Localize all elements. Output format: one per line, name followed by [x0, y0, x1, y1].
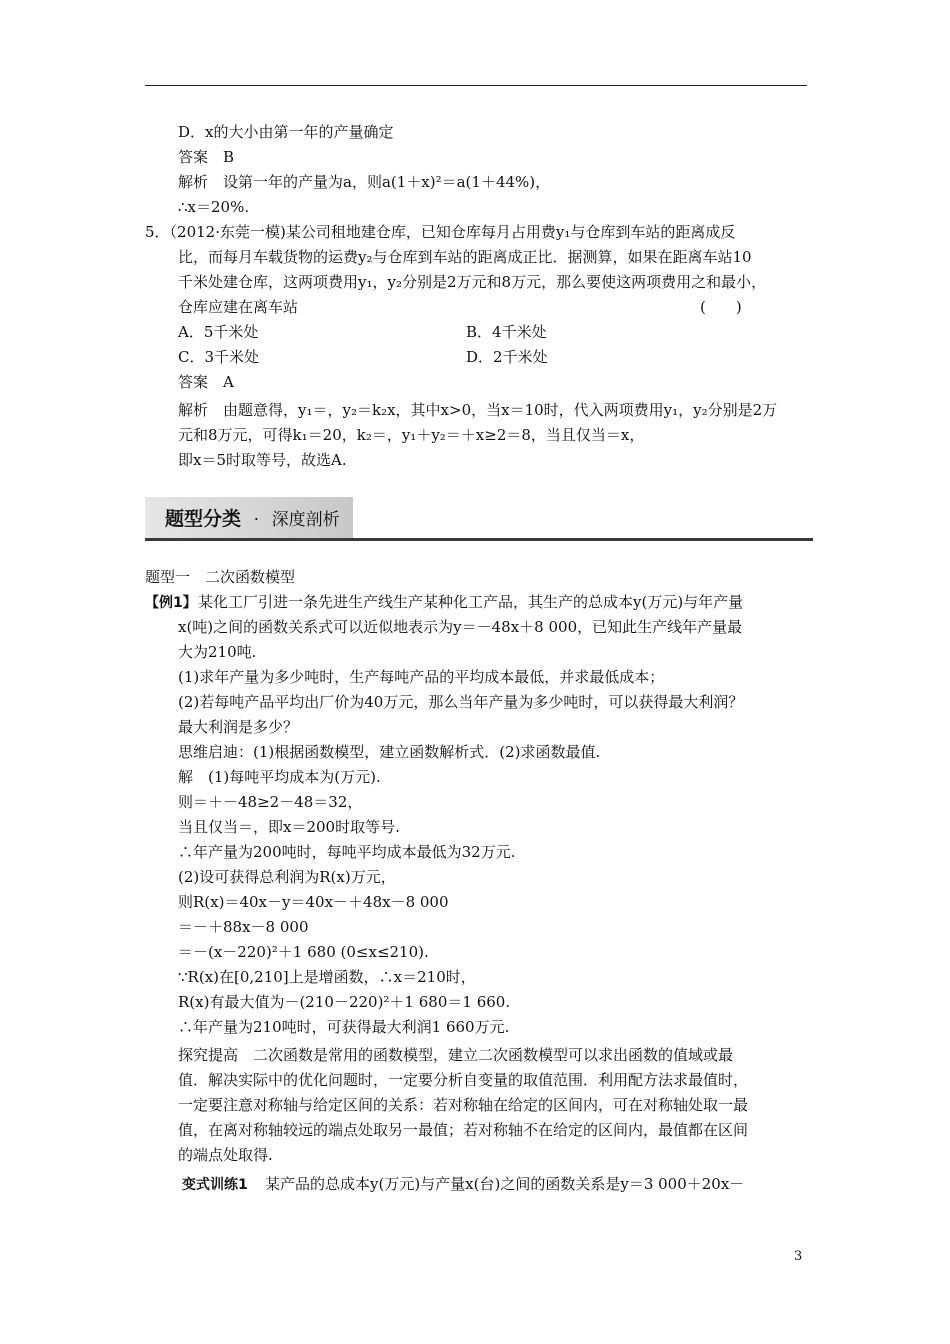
analysis-line: 解析 设第一年的产量为a，则a(1＋x)²＝a(1＋44%)，: [178, 173, 551, 191]
solution-1: 解 (1)每吨平均成本为(万元).: [178, 768, 381, 786]
q5-line-4: 仓库应建在离车站: [178, 298, 299, 316]
variant-label: [182, 1174, 248, 1195]
solution-3: 当且仅当＝，即x＝200时取等号.: [178, 818, 400, 836]
example-label-text: 【例1】: [145, 595, 197, 611]
q5-answer: 答案 A: [178, 373, 234, 391]
explore-2: 值．解决实际中的优化问题时，一定要分析自变量的取值范围．利用配方法求最值时，: [178, 1071, 749, 1089]
q5-analysis-2: 元和8万元，可得k₁＝20，k₂＝，y₁＋y₂＝＋x≥2＝8，当且仅当＝x，: [178, 426, 645, 444]
q5-analysis-3: 即x＝5时取等号，故选A.: [178, 451, 347, 469]
section-subtitle: 深度剖析: [271, 510, 340, 530]
example-question-2b: 最大利润是多少？: [178, 718, 299, 736]
explore-5: 的端点处取得.: [178, 1146, 273, 1164]
type-title: 题型一 二次函数模型: [145, 568, 296, 586]
section-header: [145, 497, 813, 541]
example-line-3: 大为210吨.: [178, 643, 257, 661]
section-title-main: 题型分类: [165, 508, 242, 530]
q5-line-2: 比，而每月车载货物的运费y₂与仓库到车站的距离成正比．据测算，如果在距离车站10: [178, 248, 752, 266]
variant-label-text: 变式训练1: [182, 1177, 248, 1193]
example-line-1: 某化工厂引进一条先进生产线生产某种化工产品，其生产的总成本y(万元)与年产量: [198, 593, 744, 611]
option-d: D．x的大小由第一年的产量确定: [178, 123, 394, 141]
example-line-2: x(吨)之间的函数关系式可以近似地表示为y＝－48x＋8 000，已知此生产线年产量最: [178, 618, 743, 636]
explore-1: 探究提高 二次函数是常用的函数模型，建立二次函数模型可以求出函数的值域或最: [178, 1046, 734, 1064]
answer-paren: ( ): [700, 298, 742, 316]
q5-option-c: C．3千米处: [178, 348, 260, 366]
explore-3: 一定要注意对称轴与给定区间的关系：若对称轴在给定的区间内，可在对称轴处取一最: [178, 1096, 749, 1114]
q5-option-a: A．5千米处: [178, 323, 259, 341]
example-label: [145, 592, 197, 613]
header-rule: [145, 85, 807, 86]
section-title-dot: ·: [253, 510, 260, 530]
solution-11: ∴年产量为210吨时，可获得最大利润1 660万元.: [178, 1018, 510, 1036]
variant-text: 某产品的总成本y(万元)与产量x(台)之间的函数关系是y＝3 000＋20x－: [265, 1175, 745, 1193]
solution-7: ＝－＋88x－8 000: [178, 918, 309, 936]
solution-5: (2)设可获得总利润为R(x)万元，: [178, 868, 396, 886]
solution-10: R(x)有最大值为－(210－220)²＋1 680＝1 660.: [178, 993, 511, 1011]
think-hint: 思维启迪：(1)根据函数模型，建立函数解析式．(2)求函数最值.: [178, 743, 601, 761]
answer-line: 答案 B: [178, 148, 235, 166]
explore-4: 值，在离对称轴较远的端点处取另一最值；若对称轴不在给定的区间内，最值都在区间: [178, 1121, 749, 1139]
q5-option-d: D．2千米处: [466, 348, 548, 366]
solution-8: ＝－(x－220)²＋1 680 (0≤x≤210).: [178, 943, 429, 961]
q5-option-b: B．4千米处: [466, 323, 547, 341]
solution-9: ∵R(x)在[0,210]上是增函数，∴x＝210时，: [178, 968, 476, 986]
solution-4: ∴年产量为200吨时，每吨平均成本最低为32万元.: [178, 843, 516, 861]
page-number: 3: [794, 1249, 803, 1264]
section-rule: [145, 538, 813, 541]
solution-2: 则＝＋－48≥2－48＝32，: [178, 793, 363, 811]
example-question-2a: (2)若每吨产品平均出厂价为40万元，那么当年产量为多少吨时，可以获得最大利润？: [178, 693, 744, 711]
solution-6: 则R(x)＝40x－y＝40x－＋48x－8 000: [178, 893, 449, 911]
conclusion-line: ∴x＝20%.: [178, 198, 250, 216]
q5-analysis-1: 解析 由题意得，y₁＝，y₂＝k₂x，其中x>0，当x＝10时，代入两项费用y₁，y₂分别是2万: [178, 401, 778, 419]
section-title: [165, 507, 340, 532]
q5-line-3: 千米处建仓库，这两项费用y₁，y₂分别是2万元和8万元，那么要使这两项费用之和最小，: [178, 273, 767, 291]
q5-line-1: 5．（2012·东莞一模)某公司租地建仓库，已知仓库每月占用费y₁与仓库到车站的距离成反: [145, 223, 736, 241]
example-question-1: (1)求年产量为多少吨时，生产每吨产品的平均成本最低，并求最低成本；: [178, 668, 665, 686]
